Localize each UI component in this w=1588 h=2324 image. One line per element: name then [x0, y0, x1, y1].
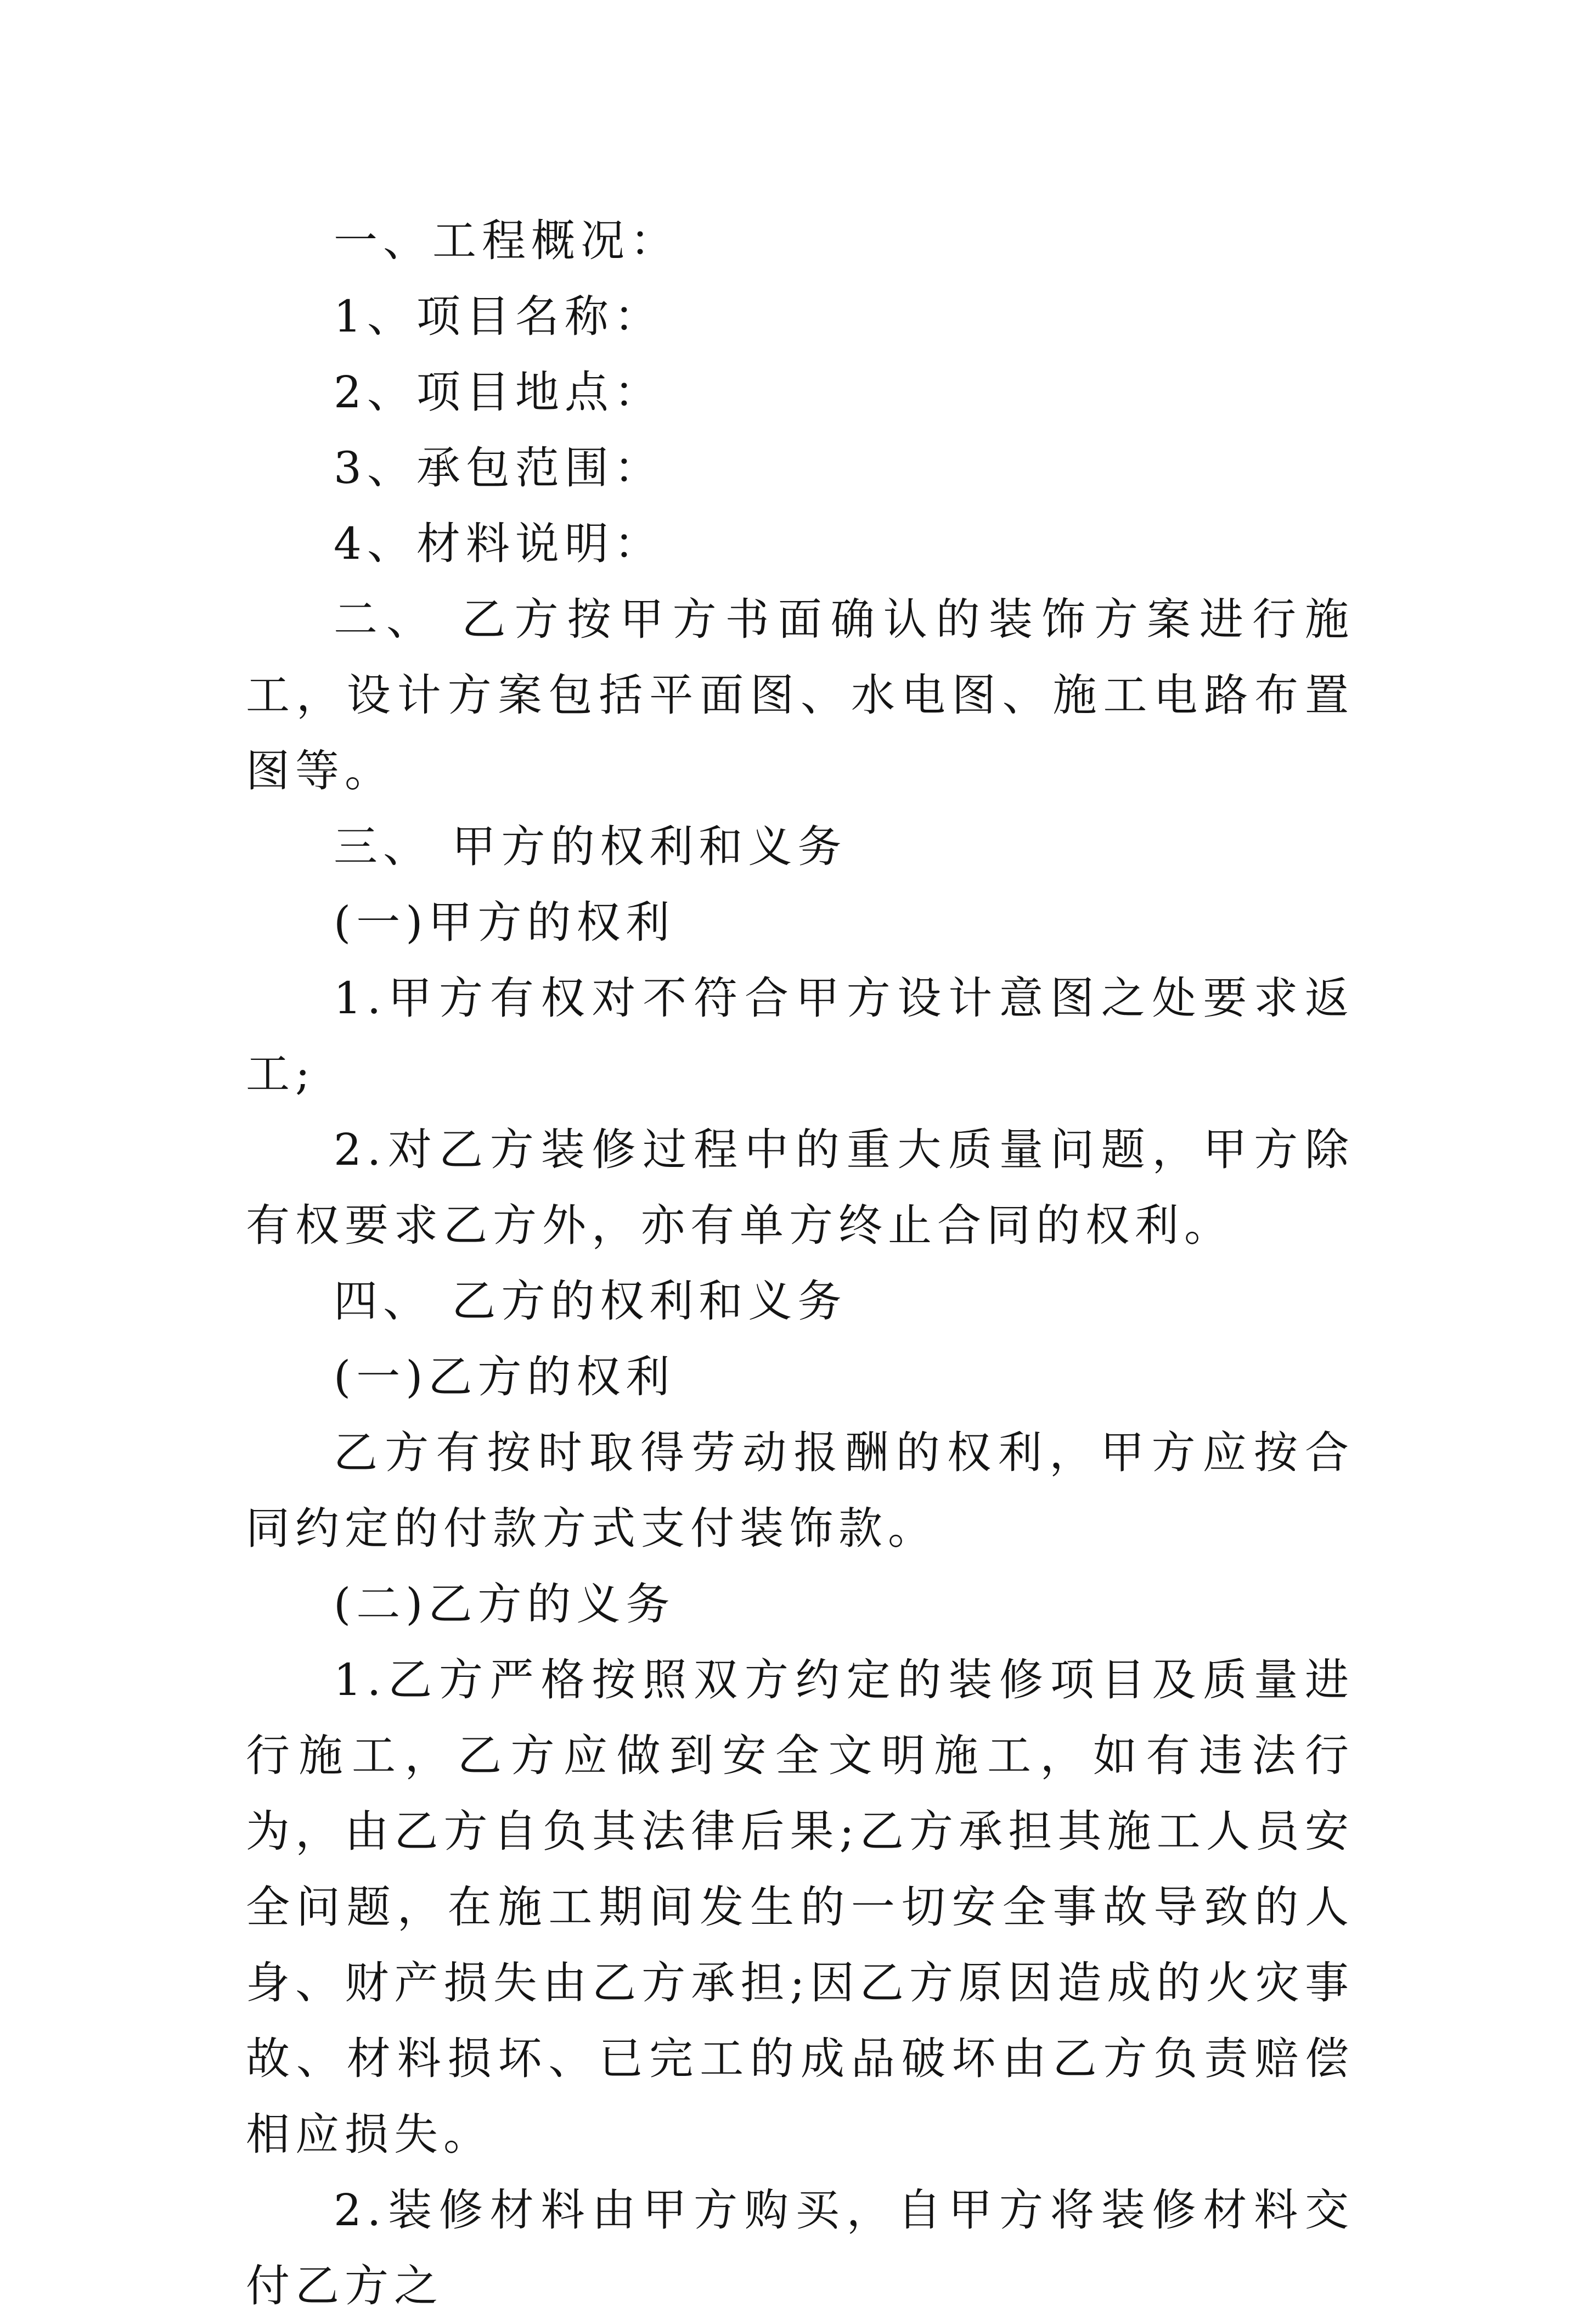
document-body	[246, 203, 1354, 2324]
subheading-party-b-obligations: (二)乙方的义务	[334, 1579, 675, 1630]
item-project-location: 2、项目地点：	[334, 367, 663, 418]
clause-party-a-termination: 2.对乙方装修过程中的重大质量问题，甲方除有权要求乙方外，亦有单方终止合同的权利。	[246, 1124, 1354, 1251]
section-heading-project-overview: 一、工程概况：	[334, 215, 679, 266]
item-contract-scope: 3、承包范围：	[334, 442, 663, 493]
item-material-description: 4、材料说明：	[334, 518, 663, 569]
clause-party-b-payment: 乙方有按时取得劳动报酬的权利，甲方应按合同约定的付款方式支付装饰款。	[246, 1427, 1354, 1554]
clause-materials-purchase: 2.装修材料由甲方购买，自甲方将装修材料交付乙方之	[246, 2185, 1354, 2311]
subheading-party-a-rights: (一)甲方的权利	[334, 897, 675, 948]
clause-party-b-safety: 1.乙方严格按照双方约定的装修项目及质量进行施工，乙方应做到安全文明施工，如有违法行为，由乙方自负其法律后果;乙方承担其施工人员安全问题，在施工期间发生的一切安全事故导致的人身、财产损失由乙方承担;因乙方原因造成的火灾事故、材料损坏、已完工的成品破坏由乙方负责赔偿相应损失。	[246, 1654, 1354, 2160]
item-project-name: 1、项目名称：	[334, 291, 663, 342]
clause-party-a-rework: 1.甲方有权对不符合甲方设计意图之处要求返工;	[246, 973, 1354, 1099]
section-heading-party-a: 三、 甲方的权利和义务	[334, 821, 847, 872]
subheading-party-b-rights: (一)乙方的权利	[334, 1351, 675, 1402]
section-heading-party-b: 四、 乙方的权利和义务	[334, 1276, 847, 1327]
section-design-plan: 二、 乙方按甲方书面确认的装饰方案进行施工，设计方案包括平面图、水电图、施工电路布置图等。	[246, 594, 1354, 796]
